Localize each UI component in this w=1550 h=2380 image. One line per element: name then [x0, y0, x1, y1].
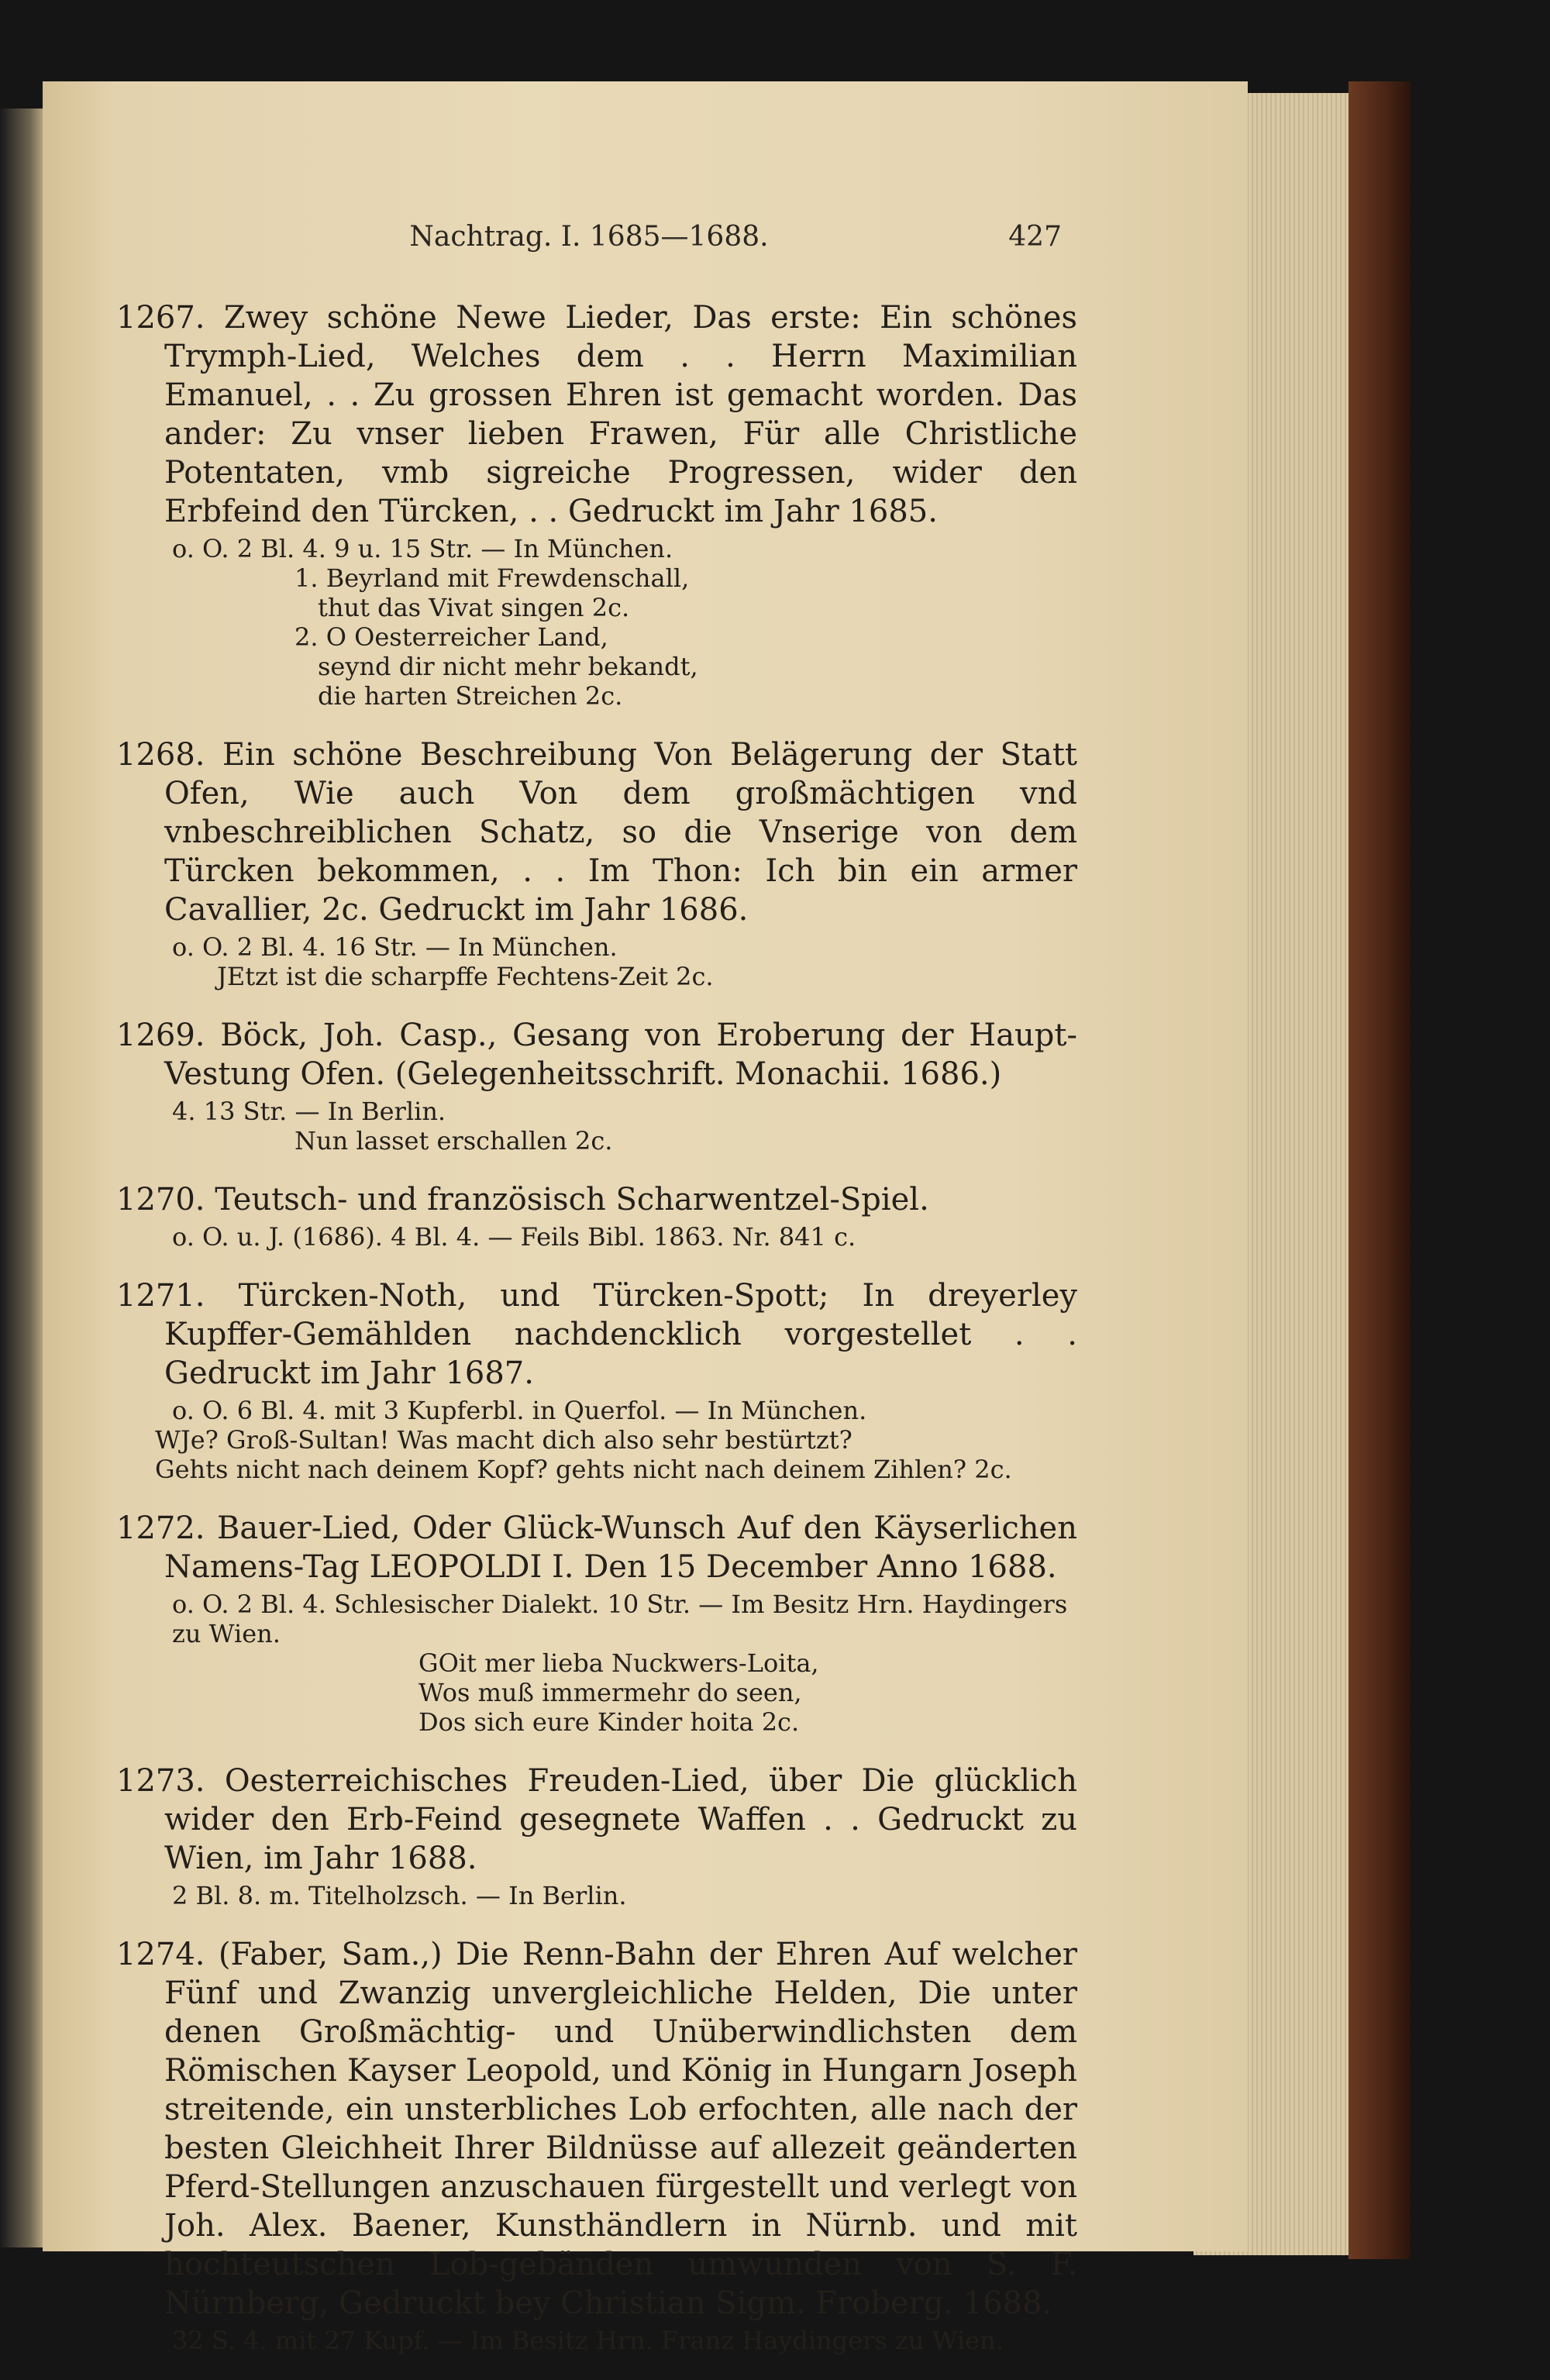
left-page-edge [0, 108, 43, 2247]
entry-1273 [116, 1762, 1077, 1910]
entry-1270 [116, 1180, 1077, 1252]
entry-meta: 32 S. 4. mit 27 Kupf. — Im Besitz Hrn. Franz Haydingers zu Wien. [172, 2326, 1004, 2355]
incipit-line: Nun lasset erschallen 2c. [294, 1126, 613, 1156]
entry-meta: o. O. 6 Bl. 4. mit 3 Kupferbl. in Querfol. — In München. [172, 1396, 867, 1425]
entry-1271 [116, 1276, 1077, 1484]
entry-title: 1270. Teutsch- und französisch Scharwentzel-Spiel. [116, 1182, 929, 1218]
entry-1269 [116, 1016, 1077, 1156]
incipit-line: 1. Beyrland mit Frewdenschall, [294, 563, 690, 593]
entry-meta: 2 Bl. 8. m. Titelholzsch. — In Berlin. [172, 1881, 627, 1910]
entry-title: 1267. Zwey schöne Newe Lieder, Das erste: Ein schönes Trymph-Lied, Welches dem . . Herrn Maximilian Emanuel, . . Zu grossen Ehren ist gemacht worden. Das ander: Zu vnser lieben Frawen, Für alle Christliche Potentaten, vmb sigreiche Progressen, wider den Erbfeind den Türcken, . . Gedruckt im Jahr 1685. [116, 300, 1077, 529]
entry-meta: o. O. u. J. (1686). 4 Bl. 4. — Feils Bibl. 1863. Nr. 841 c. [172, 1222, 856, 1252]
incipit-line: WJe? Groß-Sultan! Was macht dich also sehr bestürtzt? [155, 1425, 852, 1455]
entry-title: 1273. Oesterreichisches Freuden-Lied, über Die glücklich wider den Erb-Feind gesegnete Waffen . . Gedruckt zu Wien, im Jahr 1688. [116, 1763, 1077, 1876]
incipit-line: thut das Vivat singen 2c. [318, 593, 630, 622]
incipit-line: GOit mer lieba Nuckwers-Loita, [418, 1648, 819, 1678]
entry-meta: o. O. 2 Bl. 4. Schlesischer Dialekt. 10 Str. — Im Besitz Hrn. Haydingers zu Wien. [172, 1590, 1068, 1648]
entry-meta: o. O. 2 Bl. 4. 9 u. 15 Str. — In München. [172, 534, 673, 563]
entry-title: 1274. (Faber, Sam.,) Die Renn-Bahn der Ehren Auf welcher Fünf und Zwanzig unvergleichliche Helden, Die unter denen Großmächtig- und Unüberwindlichsten dem Römischen Kayser Leopold, und König in Hungarn Joseph streitende, ein unsterbliches Lob erfochten, alle nach der besten Gleichheit Ihrer Bildnüsse auf allezeit geänderten Pferd-Stellungen anzuschauen fürgestellt und verlegt von Joh. Alex. Baener, Kunsthändlern in Nürnb. und mit hochteutschen Lob-gebänden umwunden von S. F. Nürnberg, Gedruckt bey Christian Sigm. Froberg. 1688. [116, 1937, 1077, 2321]
entry-1272 [116, 1509, 1077, 1737]
entry-title: 1272. Bauer-Lied, Oder Glück-Wunsch Auf den Käyserlichen Namens-Tag LEOPOLDI I. Den 15 December Anno 1688. [116, 1510, 1077, 1585]
entry-1267 [116, 298, 1077, 711]
incipit-line: die harten Streichen 2c. [318, 681, 623, 711]
book-cover-edge [1348, 81, 1410, 2259]
incipit-line: Dos sich eure Kinder hoita 2c. [418, 1707, 800, 1737]
entry-1268 [116, 735, 1077, 991]
entry-title: 1268. Ein schöne Beschreibung Von Belägerung der Statt Ofen, Wie auch Von dem großmächtigen vnd vnbeschreiblichen Schatz, so die Vnserige von dem Türcken bekommen, . . Im Thon: Ich bin ein armer Cavallier, 2c. Gedruckt im Jahr 1686. [116, 737, 1077, 928]
incipit-line: Wos muß immermehr do seen, [418, 1678, 802, 1707]
incipit-line: JEtzt ist die scharpffe Fechtens-Zeit 2c. [217, 962, 714, 991]
incipit-line: 2. O Oesterreicher Land, [294, 622, 608, 652]
entry-title: 1269. Böck, Joh. Casp., Gesang von Eroberung der Haupt-Vestung Ofen. (Gelegenheitsschrift. Monachii. 1686.) [116, 1018, 1077, 1092]
entry-meta: o. O. 2 Bl. 4. 16 Str. — In München. [172, 932, 618, 962]
entry-1274 [116, 1935, 1077, 2355]
page-content [116, 298, 1077, 2380]
incipit-line: Gehts nicht nach deinem Kopf? gehts nicht nach deinem Zihlen? 2c. [155, 1455, 1012, 1484]
entry-meta: 4. 13 Str. — In Berlin. [172, 1097, 446, 1126]
incipit-line: seynd dir nicht mehr bekandt, [318, 652, 698, 681]
page-number: 427 [1008, 221, 1062, 253]
running-title: Nachtrag. I. 1685—1688. [409, 221, 769, 253]
entry-title: 1271. Türcken-Noth, und Türcken-Spott; In dreyerley Kupffer-Gemählden nachdencklich vorgestellet . . Gedruckt im Jahr 1687. [116, 1278, 1077, 1391]
